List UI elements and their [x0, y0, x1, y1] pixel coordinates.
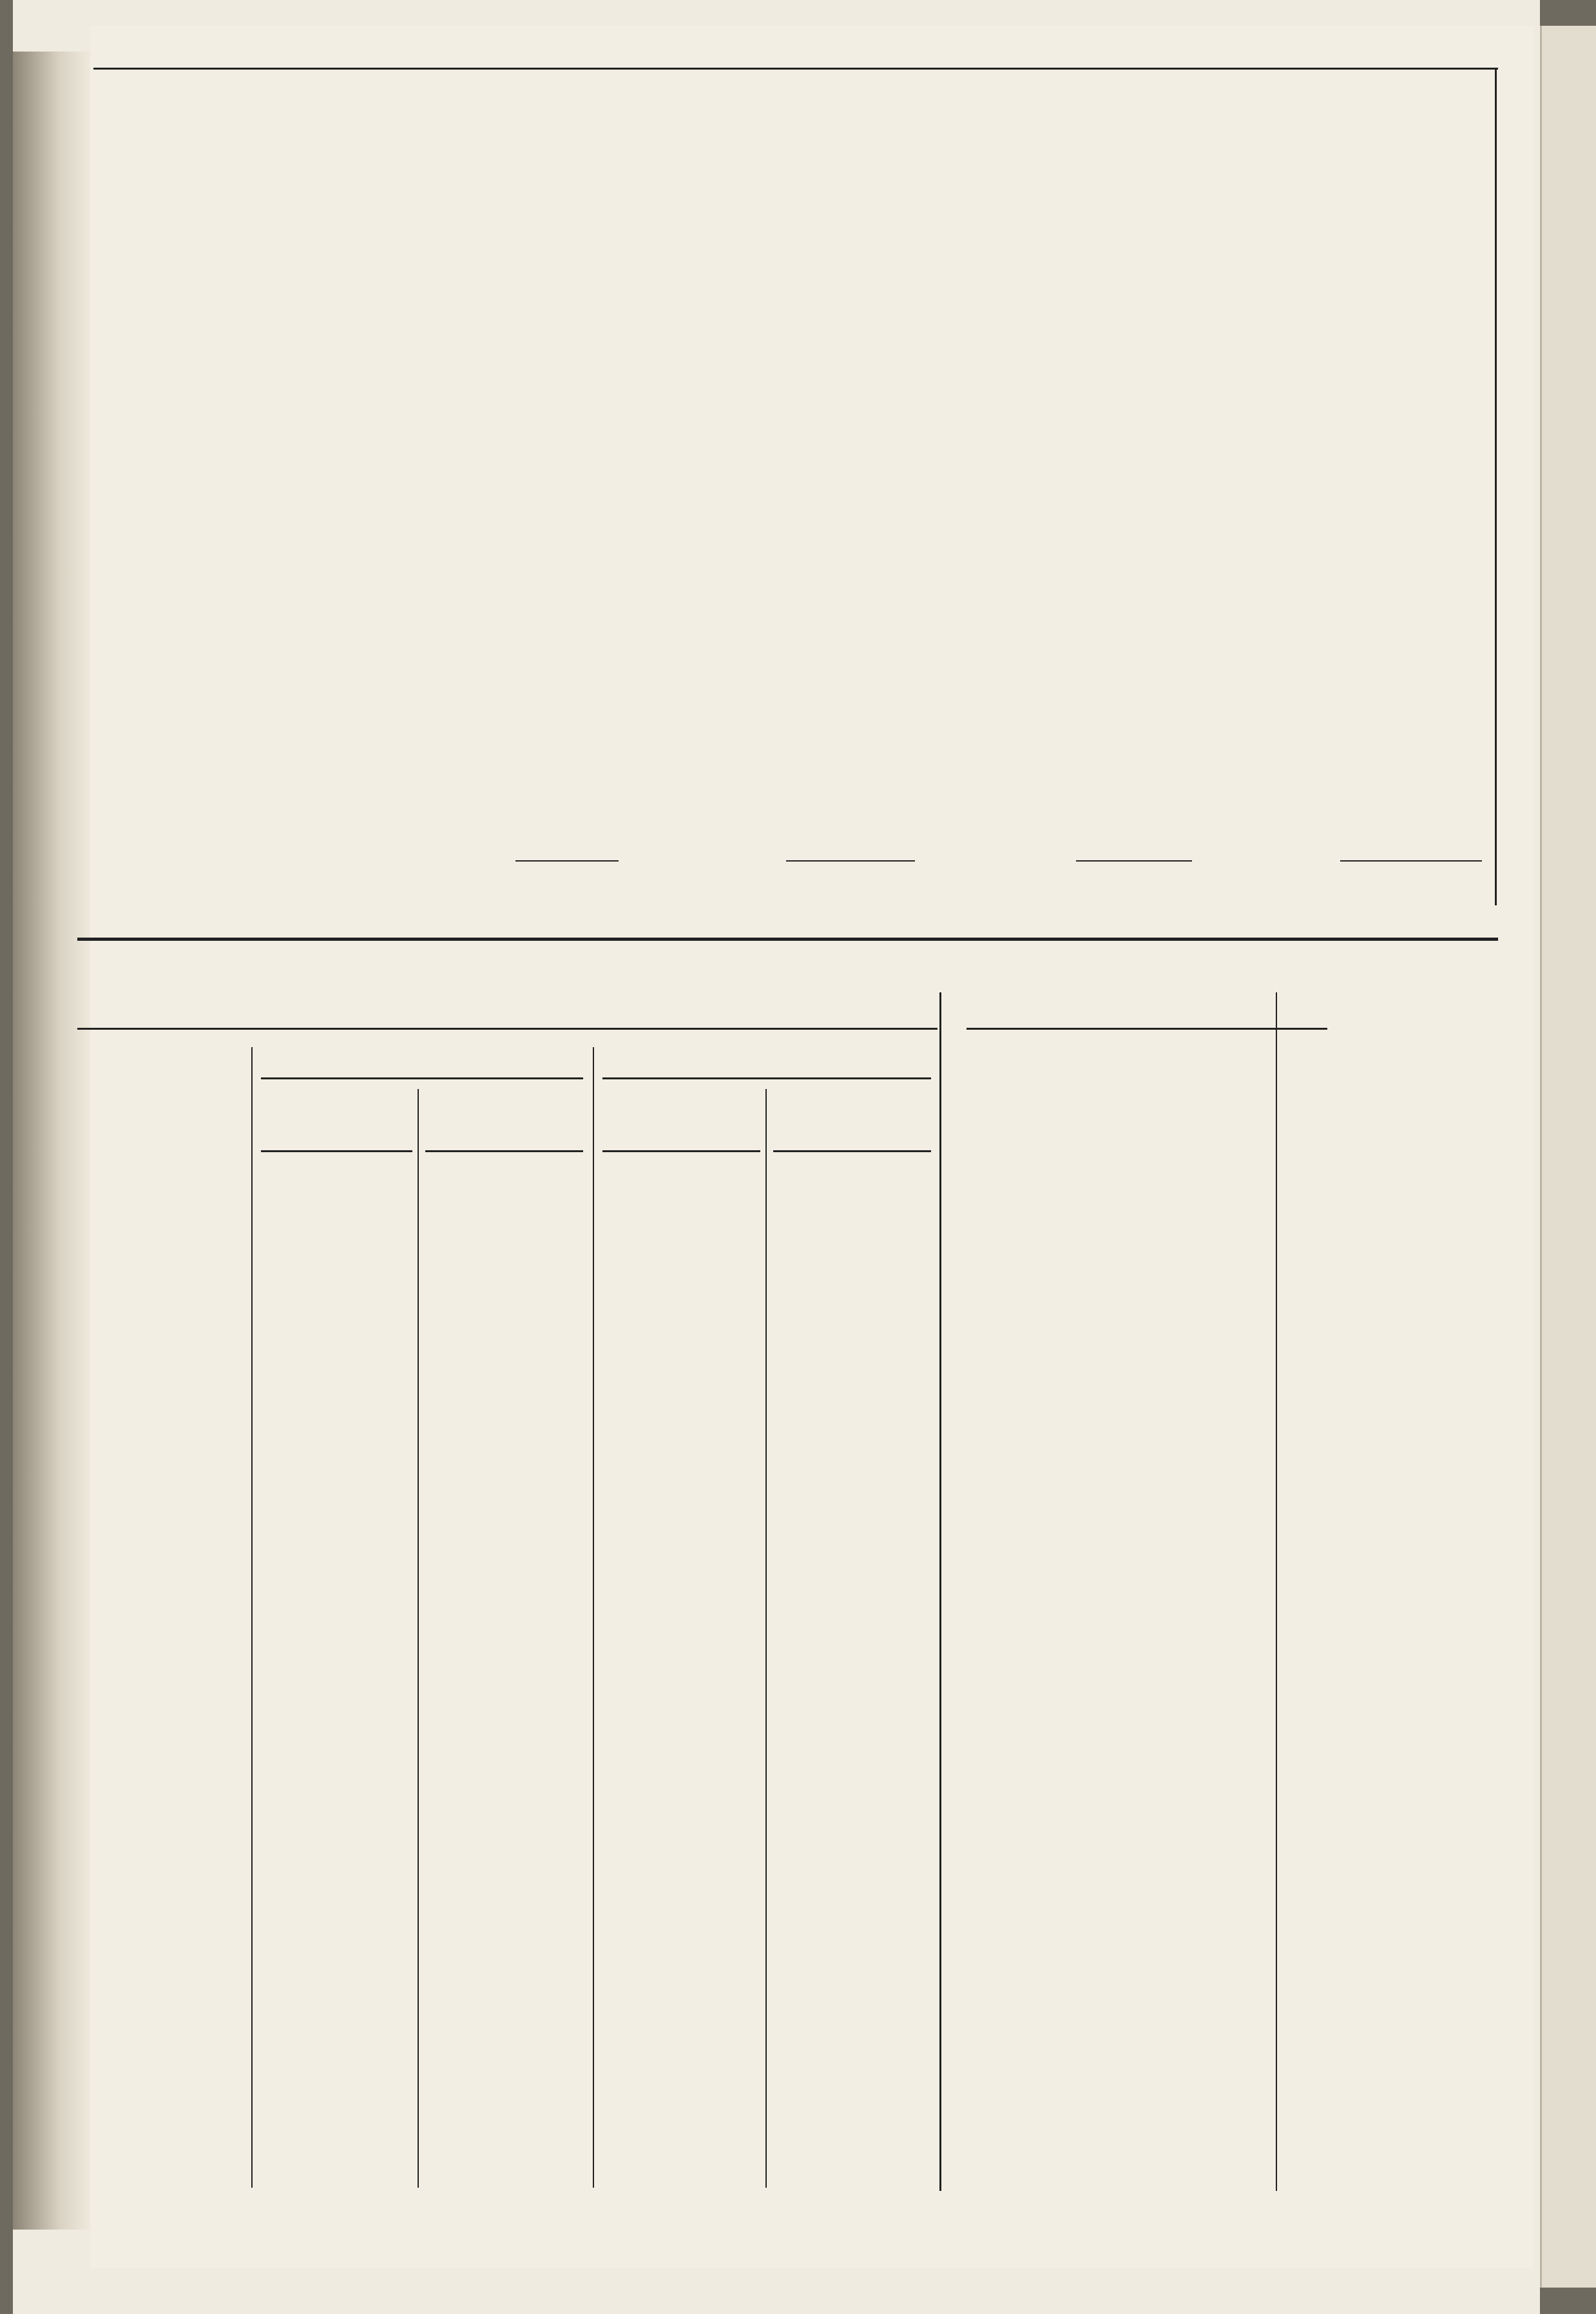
matieres-title-rule [966, 1028, 1327, 1030]
col-rule-2 [425, 1150, 583, 1152]
cert-franc-line [515, 860, 619, 862]
matieres-panel [944, 983, 1401, 2194]
vline-5 [939, 992, 941, 2191]
col-rule-1 [261, 1150, 412, 1152]
group-rule-1 [261, 1077, 583, 1079]
cert-angl-line [786, 860, 915, 862]
book-page [13, 0, 1540, 2314]
cert-end-line [1340, 860, 1482, 862]
vline-1 [251, 1047, 253, 2188]
book-binding [13, 52, 90, 2230]
right-border-rule [1495, 68, 1497, 905]
changes-title-rule [77, 1028, 937, 1030]
next-page-edge [1540, 26, 1596, 2288]
matieres-bottom-rule [1276, 992, 1277, 2191]
col-rule-3 [602, 1150, 760, 1152]
col-rule-4 [773, 1150, 931, 1152]
vline-3 [593, 1047, 594, 2188]
group-rule-2 [602, 1077, 931, 1079]
vline-2 [418, 1089, 419, 2188]
vline-4 [765, 1089, 767, 2188]
cert-russ-line [1076, 860, 1192, 862]
section-divider [77, 938, 1498, 941]
top-border-rule [93, 68, 1498, 70]
